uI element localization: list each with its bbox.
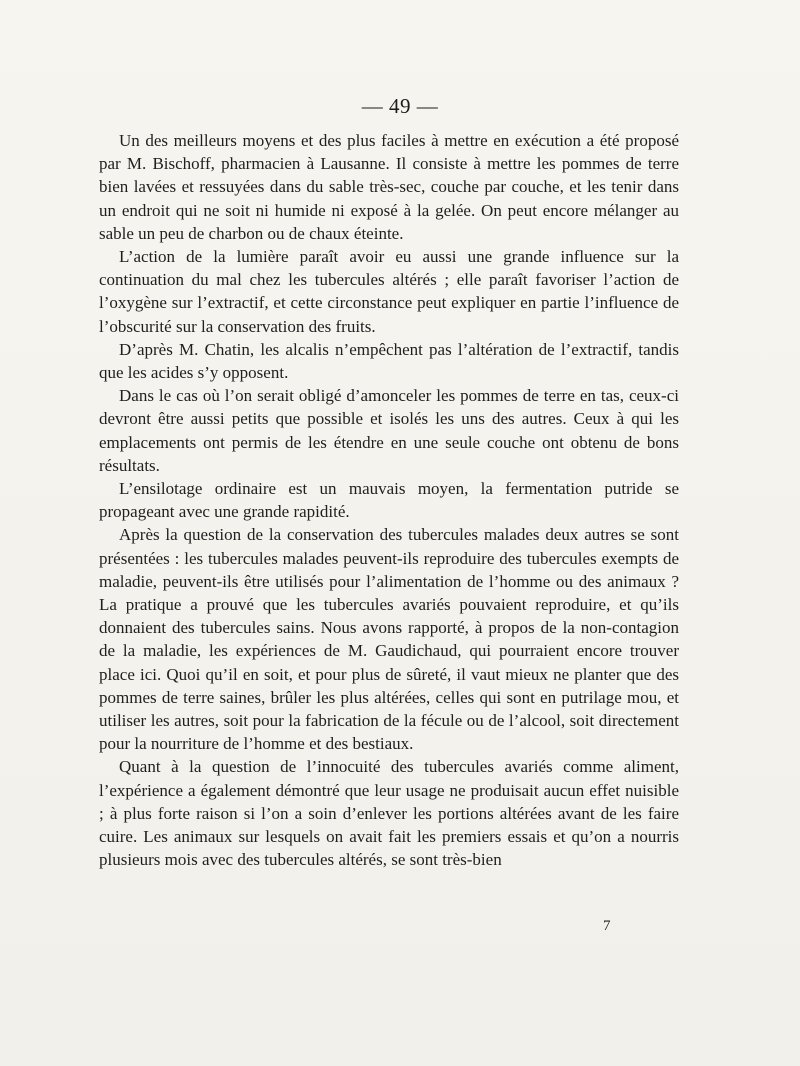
paragraph: L’ensilotage ordinaire est un mauvais moyen, la fermentation putride se propageant avec une grande rapidité. <box>99 479 679 522</box>
body-text <box>99 129 679 872</box>
paragraph: Dans le cas où l’on serait obligé d’amonceler les pommes de terre en tas, ceux-ci devront être aussi petits que possible et isolés les uns des autres. Ceux à qui les emplacements ont permis de les étendre en une seule couche ont obtenu de bons résultats. <box>99 386 679 475</box>
paragraph: Après la question de la conservation des tubercules malades deux autres se sont présentées : les tubercules malades peuvent-ils reproduire des tubercules exempts de maladie, peuvent-ils être utilisés pour l’alimentation de l’homme ou des animaux ? La pratique a prouvé que les tubercules avariés pouvaient reproduire, et qu’ils donnaient des tubercules sains. Nous avons rapporté, à propos de la non-contagion de la maladie, les expériences de M. Gaudichaud, qui pourraient encore trouver place ici. Quoi qu’il en soit, et pour plus de sûreté, il vaut mieux ne planter que des pommes de terre saines, brûler les plus altérées, celles qui sont en putrilage mou, et utiliser les autres, soit pour la fabrication de la fécule ou de l’alcool, soit directement pour la nourriture de l’homme et des bestiaux. <box>99 525 679 754</box>
paragraph: Un des meilleurs moyens et des plus faciles à mettre en exécution a été proposé par M. Bischoff, pharmacien à Lausanne. Il consiste à mettre les pommes de terre bien lavées et ressuyées dans du sable très-sec, couche par couche, et les tenir dans un endroit qui ne soit ni humide ni exposé à la gelée. On peut encore mélanger au sable un peu de charbon ou de chaux éteinte. <box>99 131 679 243</box>
paragraph: D’après M. Chatin, les alcalis n’empêchent pas l’altération de l’extractif, tandis que les acides s’y opposent. <box>99 339 679 383</box>
paragraph: Quant à la question de l’innocuité des tubercules avariés comme aliment, l’expérience a également démontré que leur usage ne produisait aucun effet nuisible ; à plus forte raison si l’on a soin d’enlever les portions altérées avant de les faire cuire. Les animaux sur lesquels on avait fait les premiers essais et qu’on a nourris plusieurs mois avec des tubercules altérés, se sont très-bien <box>99 757 679 870</box>
signature-mark: 7 <box>603 918 611 934</box>
paragraph: L’action de la lumière paraît avoir eu aussi une grande influence sur la continuation du mal chez les tubercules altérés ; elle paraît favoriser l’action de l’oxygène sur l’extractif, et cette circonstance peut expliquer en partie l’influence de l’obscurité sur la conservation des fruits. <box>99 247 679 336</box>
page-number: — 49 — <box>361 94 439 118</box>
